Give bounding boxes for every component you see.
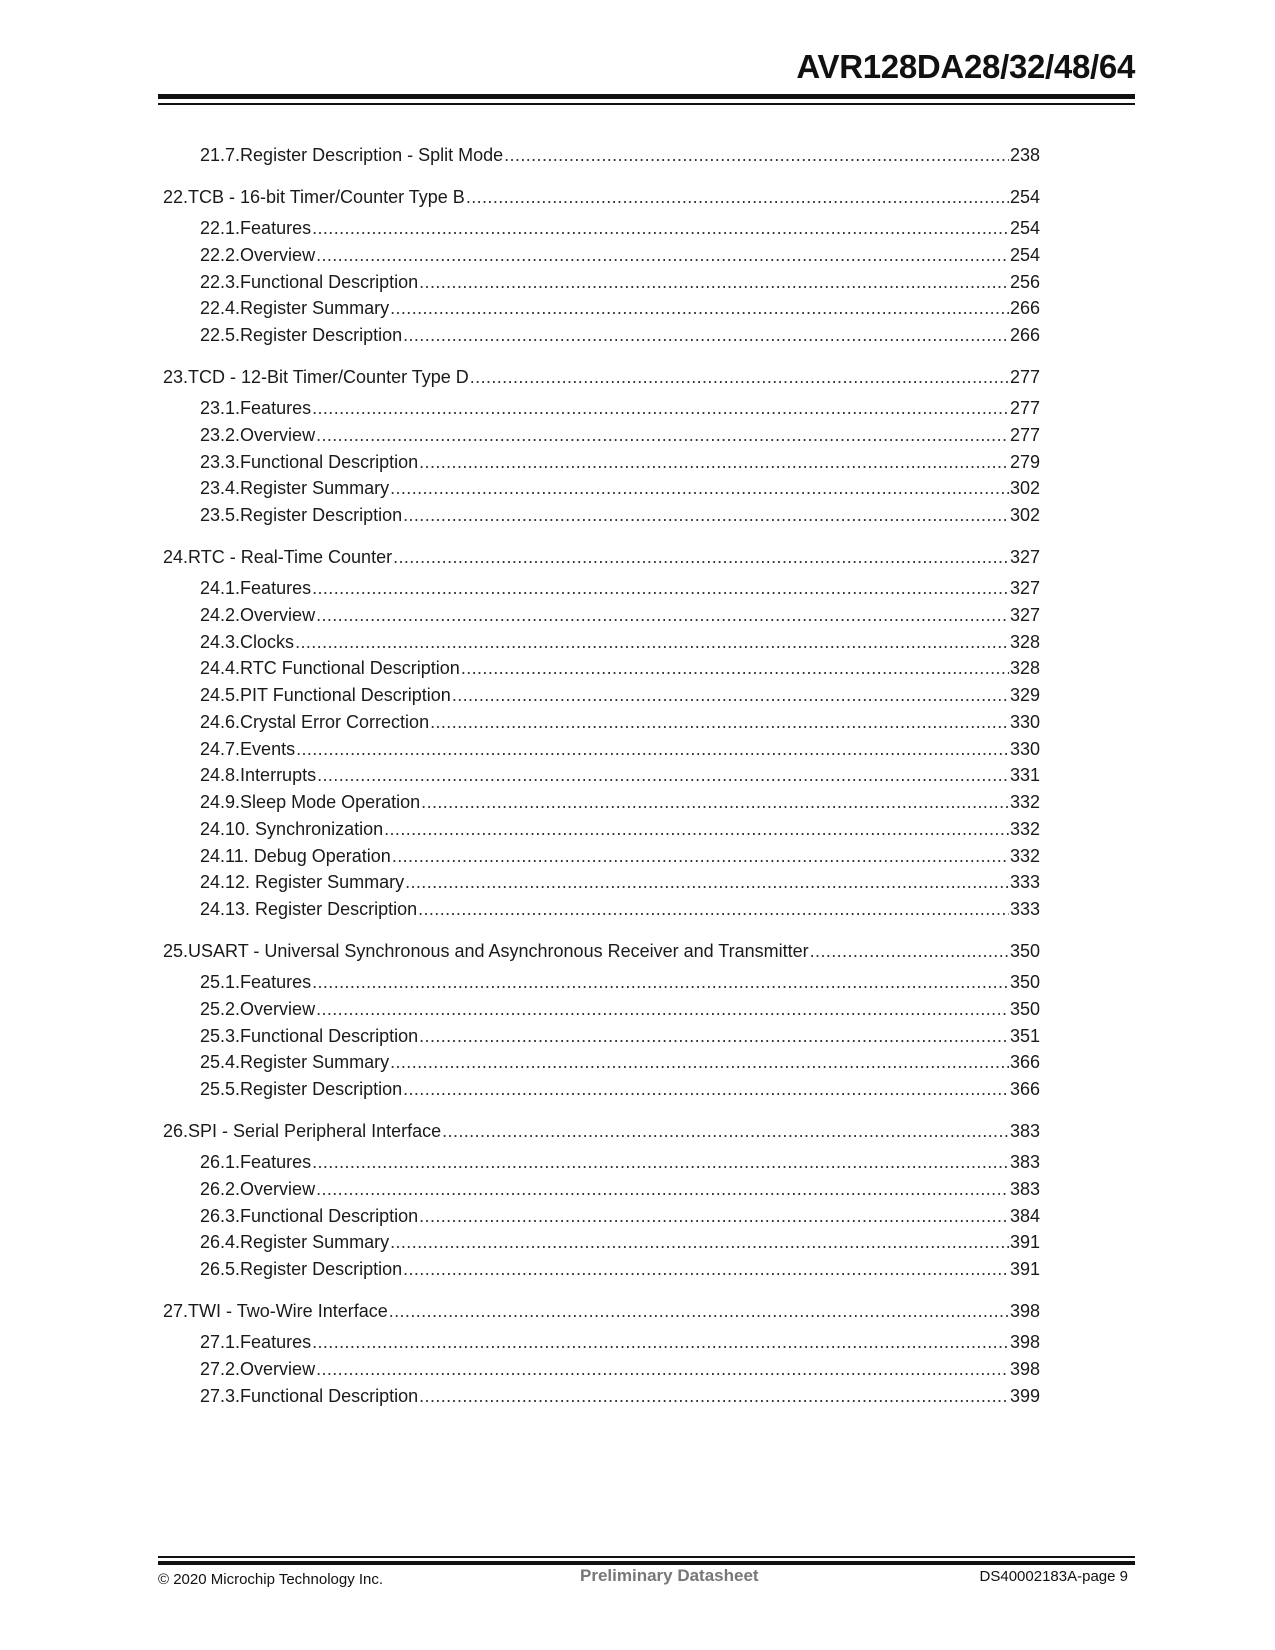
toc-entry-number: 22.1. <box>200 218 241 238</box>
toc-entry-title: TCB - 16-bit Timer/Counter Type B <box>188 187 465 207</box>
toc-entry-page-number: 328 <box>1009 658 1040 679</box>
toc-dot-leader <box>419 1384 1009 1408</box>
toc-entry-page-number: 277 <box>1009 367 1040 387</box>
footer-copyright: © 2020 Microchip Technology Inc. <box>158 1571 384 1588</box>
toc-entry-page-number: 366 <box>1009 1079 1040 1099</box>
toc-dot-leader <box>810 939 1009 963</box>
toc-chapter-entry[interactable] <box>163 185 1040 209</box>
toc-chapter-entry[interactable] <box>163 1299 1040 1323</box>
toc-entry-number: 25.5. <box>200 1079 241 1099</box>
toc-entry-title: Overview <box>240 1358 316 1379</box>
toc-entry-number: 24. <box>163 547 189 567</box>
toc-section-entry[interactable] <box>200 656 1040 680</box>
toc-dot-leader <box>312 1150 1009 1174</box>
toc-entry-title: Features <box>240 578 312 598</box>
toc-entry-title: Features <box>240 1152 312 1172</box>
toc-dot-leader <box>466 185 1009 209</box>
toc-entry-page-number: 279 <box>1009 451 1040 472</box>
toc-dot-leader <box>312 970 1009 994</box>
toc-section-entry[interactable] <box>200 630 1040 654</box>
toc-entry-page-number: 277 <box>1009 424 1040 445</box>
toc-entry-number: 26.3. <box>200 1205 241 1226</box>
toc-dot-leader <box>504 143 1009 167</box>
toc-entry-number: 27.3. <box>200 1385 241 1406</box>
toc-dot-leader <box>430 710 1009 734</box>
toc-section-entry[interactable] <box>200 476 1040 500</box>
toc-entry-title: Features <box>240 972 312 992</box>
toc-section-entry[interactable] <box>200 1357 1040 1381</box>
toc-entry-page-number: 302 <box>1009 478 1040 499</box>
toc-dot-leader <box>390 1230 1009 1254</box>
toc-section-entry[interactable] <box>200 1150 1040 1174</box>
toc-entry-page-number: 266 <box>1009 298 1040 319</box>
toc-entry-title: Clocks <box>240 631 295 652</box>
toc-section-entry[interactable] <box>200 844 1040 868</box>
document-title: AVR128DA28/32/48/64 <box>796 48 1135 85</box>
toc-entry-page-number: 277 <box>1009 398 1040 418</box>
toc-entry-title: Register Summary <box>240 1232 390 1253</box>
toc-entry-page-number: 383 <box>1009 1178 1040 1199</box>
toc-entry-title: Overview <box>240 1178 316 1199</box>
toc-section-entry[interactable] <box>200 683 1040 707</box>
toc-entry-title: Sleep Mode Operation <box>240 792 421 812</box>
toc-section-entry[interactable] <box>200 870 1040 894</box>
toc-entry-title: Register Summary <box>240 298 390 319</box>
toc-entry-page-number: 302 <box>1009 505 1040 525</box>
toc-section-entry[interactable] <box>200 1330 1040 1354</box>
toc-entry-number: 26. <box>163 1121 189 1141</box>
toc-section-entry[interactable] <box>200 1230 1040 1254</box>
toc-dot-leader <box>442 1119 1009 1143</box>
toc-chapter-entry[interactable] <box>163 545 1040 569</box>
toc-dot-leader <box>403 1077 1009 1101</box>
toc-entry-page-number: 331 <box>1009 765 1040 786</box>
toc-dot-leader <box>390 476 1009 500</box>
toc-entry-title: Functional Description <box>240 451 419 472</box>
toc-entry-number: 22.5. <box>200 325 241 345</box>
toc-entry-title: Functional Description <box>240 1385 419 1406</box>
toc-entry-title: Features <box>240 1332 312 1352</box>
toc-dot-leader <box>419 1204 1009 1228</box>
toc-section-entry[interactable] <box>200 897 1040 921</box>
toc-section-entry[interactable] <box>200 423 1040 447</box>
toc-entry-number: 23.3. <box>200 451 241 472</box>
toc-section-entry[interactable] <box>200 790 1040 814</box>
toc-entry-page-number: 366 <box>1009 1052 1040 1073</box>
toc-entry-title: Register Summary <box>255 872 405 893</box>
toc-dot-leader <box>316 997 1009 1021</box>
toc-entry-title: RTC Functional Description <box>240 658 460 679</box>
toc-entry-title: Overview <box>240 998 316 1019</box>
toc-entry-title: Features <box>240 398 312 418</box>
toc-entry-number: 27.1. <box>200 1332 241 1352</box>
toc-entry-page-number: 399 <box>1009 1385 1040 1406</box>
toc-entry-title: Register Description <box>255 899 418 919</box>
toc-dot-leader <box>403 503 1009 527</box>
toc-section-entry[interactable] <box>200 1050 1040 1074</box>
toc-entry-number: 24.1. <box>200 578 241 598</box>
toc-dot-leader <box>312 576 1009 600</box>
toc-entry-number: 22. <box>163 187 189 207</box>
toc-dot-leader <box>452 683 1009 707</box>
toc-entry-number: 24.10. <box>200 818 251 839</box>
toc-section-entry[interactable] <box>200 1177 1040 1201</box>
toc-dot-leader <box>316 1357 1009 1381</box>
toc-entry-title: TWI - Two-Wire Interface <box>188 1301 388 1321</box>
toc-dot-leader <box>470 365 1009 389</box>
toc-entry-number: 24.13. <box>200 899 251 919</box>
toc-entry-title: Register Summary <box>240 478 390 499</box>
toc-entry-page-number: 254 <box>1009 187 1040 207</box>
toc-entry-number: 23. <box>163 367 189 387</box>
toc-entry-page-number: 391 <box>1009 1232 1040 1253</box>
toc-dot-leader <box>390 296 1009 320</box>
toc-entry-page-number: 398 <box>1009 1332 1040 1352</box>
toc-entry-page-number: 350 <box>1009 941 1040 961</box>
toc-entry-number: 24.11. <box>200 845 249 866</box>
toc-entry-number: 24.6. <box>200 711 241 732</box>
toc-entry-title: SPI - Serial Peripheral Interface <box>188 1121 442 1141</box>
toc-section-entry[interactable] <box>200 503 1040 527</box>
toc-entry-page-number: 330 <box>1009 711 1040 732</box>
toc-entry-page-number: 327 <box>1009 604 1040 625</box>
toc-dot-leader <box>316 603 1009 627</box>
toc-entry-page-number: 333 <box>1009 872 1040 893</box>
toc-dot-leader <box>384 817 1009 841</box>
toc-entry-title: Features <box>240 218 312 238</box>
footer-status: Preliminary Datasheet <box>580 1566 759 1585</box>
toc-entry-page-number: 256 <box>1009 271 1040 292</box>
toc-entry-title: Register Summary <box>240 1052 390 1073</box>
toc-entry-title: Register Description - Split Mode <box>240 145 504 165</box>
toc-section-entry[interactable] <box>200 817 1040 841</box>
toc-entry-page-number: 333 <box>1009 899 1040 919</box>
toc-section-entry[interactable] <box>200 450 1040 474</box>
toc-entry-title: Debug Operation <box>253 845 391 866</box>
toc-section-entry[interactable] <box>200 576 1040 600</box>
toc-entry-page-number: 383 <box>1009 1152 1040 1172</box>
toc-entry-number: 22.2. <box>200 244 241 265</box>
footer-rule-thin <box>158 1556 1135 1558</box>
toc-dot-leader <box>403 323 1009 347</box>
toc-dot-leader <box>312 396 1009 420</box>
toc-entry-number: 24.3. <box>200 631 241 652</box>
header-rule-thin <box>158 103 1135 105</box>
toc-entry-title: Overview <box>240 244 316 265</box>
toc-entry-title: Events <box>240 738 296 759</box>
toc-dot-leader <box>312 216 1009 240</box>
toc-entry-number: 25. <box>163 941 189 961</box>
toc-entry-title: Functional Description <box>240 1025 419 1046</box>
toc-section-entry[interactable] <box>200 1257 1040 1281</box>
toc-entry-number: 24.8. <box>200 765 241 786</box>
footer-rule-thick <box>158 1561 1135 1565</box>
toc-entry-title: Functional Description <box>240 1205 419 1226</box>
toc-entry-page-number: 398 <box>1009 1358 1040 1379</box>
toc-section-entry[interactable] <box>200 603 1040 627</box>
footer-page-ref: DS40002183A-page 9 <box>979 1568 1128 1585</box>
toc-entry-page-number: 266 <box>1009 325 1040 345</box>
toc-entry-page-number: 398 <box>1009 1301 1040 1321</box>
toc-dot-leader <box>403 1257 1009 1281</box>
toc-entry-number: 25.2. <box>200 998 241 1019</box>
toc-entry-page-number: 254 <box>1009 244 1040 265</box>
toc-entry-number: 24.7. <box>200 738 241 759</box>
toc-entry-title: RTC - Real-Time Counter <box>188 547 393 567</box>
toc-entry-number: 21.7. <box>200 145 241 165</box>
toc-dot-leader <box>418 897 1009 921</box>
toc-entry-title: TCD - 12-Bit Timer/Counter Type D <box>188 367 469 387</box>
toc-entry-page-number: 328 <box>1009 631 1040 652</box>
toc-section-entry[interactable] <box>200 1384 1040 1408</box>
toc-entry-number: 26.1. <box>200 1152 241 1172</box>
toc-entry-page-number: 327 <box>1009 547 1040 567</box>
toc-entry-number: 22.3. <box>200 271 241 292</box>
toc-entry-number: 26.4. <box>200 1232 241 1253</box>
toc-entry-page-number: 384 <box>1009 1205 1040 1226</box>
toc-section-entry[interactable] <box>200 296 1040 320</box>
toc-entry-number: 24.5. <box>200 685 241 705</box>
toc-entry-title: PIT Functional Description <box>240 685 451 705</box>
toc-entry-title: Overview <box>240 604 316 625</box>
toc-entry-title: Synchronization <box>255 818 384 839</box>
toc-entry-title: Functional Description <box>240 271 419 292</box>
toc-entry-number: 24.12. <box>200 872 251 893</box>
toc-entry-number: 24.9. <box>200 792 241 812</box>
toc-entry-page-number: 351 <box>1009 1025 1040 1046</box>
toc-section-entry[interactable] <box>200 323 1040 347</box>
toc-section-entry[interactable] <box>200 243 1040 267</box>
toc-section-entry[interactable] <box>200 216 1040 240</box>
toc-dot-leader <box>392 844 1009 868</box>
toc-entry-number: 26.2. <box>200 1178 241 1199</box>
toc-section-entry[interactable] <box>200 1024 1040 1048</box>
toc-dot-leader <box>316 423 1009 447</box>
toc-entry-page-number: 327 <box>1009 578 1040 598</box>
toc-dot-leader <box>296 737 1009 761</box>
header-rule-thick <box>158 94 1135 99</box>
toc-entry-number: 23.4. <box>200 478 241 499</box>
toc-entry-number: 25.1. <box>200 972 241 992</box>
toc-chapter-entry[interactable] <box>163 939 1040 963</box>
toc-entry-page-number: 332 <box>1009 818 1040 839</box>
toc-entry-page-number: 383 <box>1009 1121 1040 1141</box>
toc-dot-leader <box>461 656 1009 680</box>
toc-dot-leader <box>419 450 1009 474</box>
toc-dot-leader <box>317 763 1009 787</box>
toc-entry-page-number: 254 <box>1009 218 1040 238</box>
toc-entry-page-number: 350 <box>1009 972 1040 992</box>
toc-dot-leader <box>316 1177 1009 1201</box>
toc-entry-page-number: 391 <box>1009 1259 1040 1279</box>
toc-entry-title: Register Description <box>240 1259 403 1279</box>
toc-entry-number: 25.3. <box>200 1025 241 1046</box>
toc-section-entry[interactable] <box>200 270 1040 294</box>
toc-entry-number: 23.1. <box>200 398 241 418</box>
toc-entry-title: USART - Universal Synchronous and Asynchronous Receiver and Transmitter <box>188 941 809 961</box>
toc-dot-leader <box>389 1299 1009 1323</box>
toc-entry-title: Crystal Error Correction <box>240 711 430 732</box>
toc-entry-page-number: 238 <box>1009 145 1040 165</box>
toc-dot-leader <box>419 1024 1009 1048</box>
toc-dot-leader <box>419 270 1009 294</box>
toc-section-entry[interactable] <box>200 710 1040 734</box>
toc-dot-leader <box>390 1050 1009 1074</box>
toc-entry-title: Overview <box>240 424 316 445</box>
toc-dot-leader <box>421 790 1009 814</box>
toc-section-entry[interactable] <box>200 970 1040 994</box>
toc-entry-page-number: 330 <box>1009 738 1040 759</box>
toc-entry-number: 24.2. <box>200 604 241 625</box>
toc-section-entry[interactable] <box>200 737 1040 761</box>
toc-entry-title: Interrupts <box>240 765 317 786</box>
toc-section-entry[interactable] <box>200 1077 1040 1101</box>
toc-entry-page-number: 350 <box>1009 998 1040 1019</box>
toc-entry-title: Register Description <box>240 325 403 345</box>
toc-dot-leader <box>295 630 1009 654</box>
toc-entry-number: 23.5. <box>200 505 241 525</box>
toc-section-entry[interactable] <box>200 396 1040 420</box>
toc-section-entry[interactable] <box>200 143 1040 167</box>
toc-dot-leader <box>312 1330 1009 1354</box>
toc-section-entry[interactable] <box>200 763 1040 787</box>
toc-entry-page-number: 329 <box>1009 685 1040 705</box>
toc-entry-title: Register Description <box>240 1079 403 1099</box>
toc-entry-number: 22.4. <box>200 298 241 319</box>
toc-entry-page-number: 332 <box>1009 792 1040 812</box>
toc-section-entry[interactable] <box>200 997 1040 1021</box>
toc-entry-number: 26.5. <box>200 1259 241 1279</box>
toc-dot-leader <box>393 545 1009 569</box>
toc-section-entry[interactable] <box>200 1204 1040 1228</box>
toc-chapter-entry[interactable] <box>163 1119 1040 1143</box>
toc-entry-number: 24.4. <box>200 658 241 679</box>
toc-dot-leader <box>316 243 1009 267</box>
toc-entry-title: Register Description <box>240 505 403 525</box>
toc-dot-leader <box>405 870 1009 894</box>
toc-entry-number: 27.2. <box>200 1358 241 1379</box>
toc-entry-number: 27. <box>163 1301 189 1321</box>
toc-chapter-entry[interactable] <box>163 365 1040 389</box>
toc-entry-number: 25.4. <box>200 1052 241 1073</box>
toc-entry-number: 23.2. <box>200 424 241 445</box>
toc-entry-page-number: 332 <box>1009 845 1040 866</box>
